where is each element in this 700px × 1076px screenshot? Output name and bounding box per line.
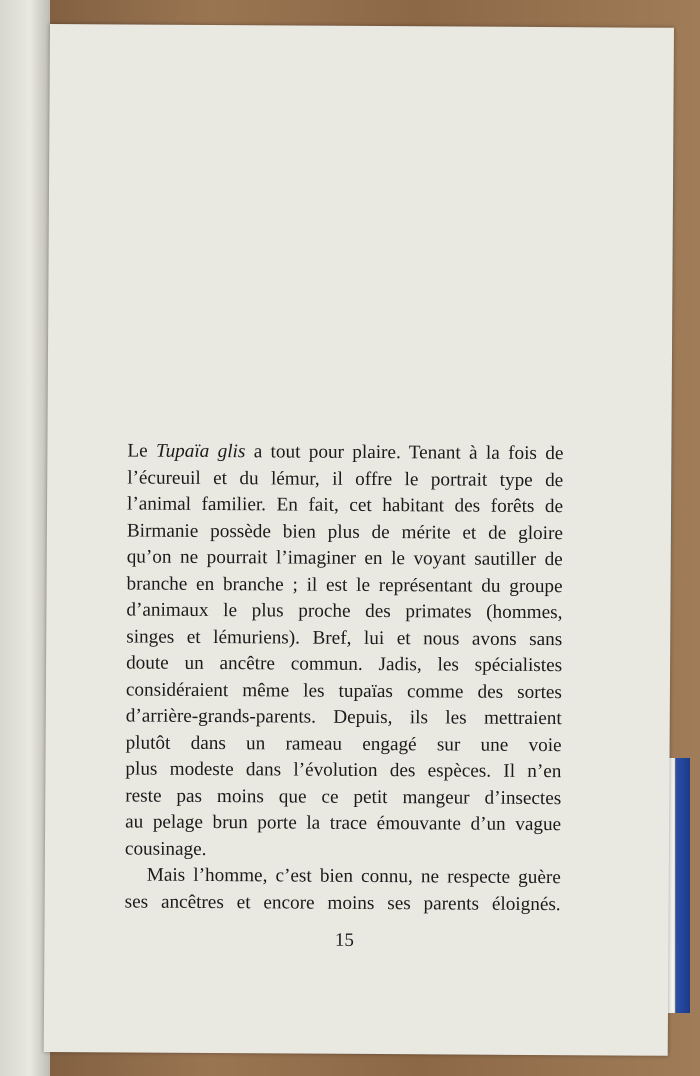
- text-line: [126, 597, 562, 626]
- text-line: [126, 650, 562, 679]
- line-text: l’écureuil et du lémur, il offre le portrait type de: [127, 466, 564, 491]
- line-text: d’arrière-grands-parents. Depuis, ils les mettraient: [125, 705, 562, 730]
- line-text: plutôt dans un rameau engagé sur une voie: [125, 731, 562, 756]
- text-line: [127, 438, 563, 467]
- line-text: l’animal familier. En fait, cet habitant des forêts de: [127, 493, 564, 518]
- italic-species-name: Tupaïa glis: [155, 440, 246, 463]
- line-text: considéraient même les tupaïas comme des sortes: [125, 678, 562, 703]
- line-text: Birmanie possède bien plus de mérite et de gloire: [126, 519, 563, 544]
- text-line: [125, 756, 561, 785]
- line-text: Le: [127, 440, 157, 462]
- line-text: au pelage brun porte la trace émouvante d’un vague: [125, 811, 562, 836]
- facing-page-edge: [0, 0, 50, 1076]
- body-text: [125, 438, 564, 918]
- page-number: 15: [334, 929, 354, 951]
- text-line: [127, 465, 563, 494]
- text-line: [126, 703, 562, 732]
- text-line: [125, 809, 561, 838]
- line-text: d’animaux le plus proche des primates (hommes,: [126, 599, 563, 624]
- book-page: [44, 24, 674, 1056]
- text-line: [127, 544, 563, 573]
- text-line: [126, 730, 562, 759]
- line-text: Mais l’homme, c’est bien connu, ne respecte guère: [146, 864, 561, 889]
- text-line: [126, 624, 562, 653]
- line-text: cousinage.: [124, 837, 207, 860]
- line-text: doute un ancêtre commun. Jadis, les spécialistes: [126, 652, 563, 677]
- text-line: [127, 518, 563, 547]
- text-line: [125, 783, 561, 812]
- text-line: [126, 677, 562, 706]
- text-line: [125, 862, 561, 891]
- line-text: plus modeste dans l’évolution des espèces. Il n’en: [125, 758, 562, 783]
- line-text: singes et lémuriens). Bref, lui et nous avons sans: [126, 625, 563, 650]
- line-text: qu’on ne pourrait l’imaginer en le voyant sautiller de: [126, 546, 563, 571]
- line-text: ses ancêtres et encore moins ses parents éloignés.: [124, 890, 561, 915]
- text-line: [125, 836, 561, 865]
- text-line: [125, 889, 561, 918]
- text-line: [126, 571, 562, 600]
- text-line: [127, 491, 563, 520]
- line-text: a tout pour plaire. Tenant à la fois de: [245, 441, 564, 465]
- line-text: branche en branche ; il est le représentant du groupe: [126, 572, 563, 597]
- line-text: reste pas moins que ce petit mangeur d’insectes: [125, 784, 562, 809]
